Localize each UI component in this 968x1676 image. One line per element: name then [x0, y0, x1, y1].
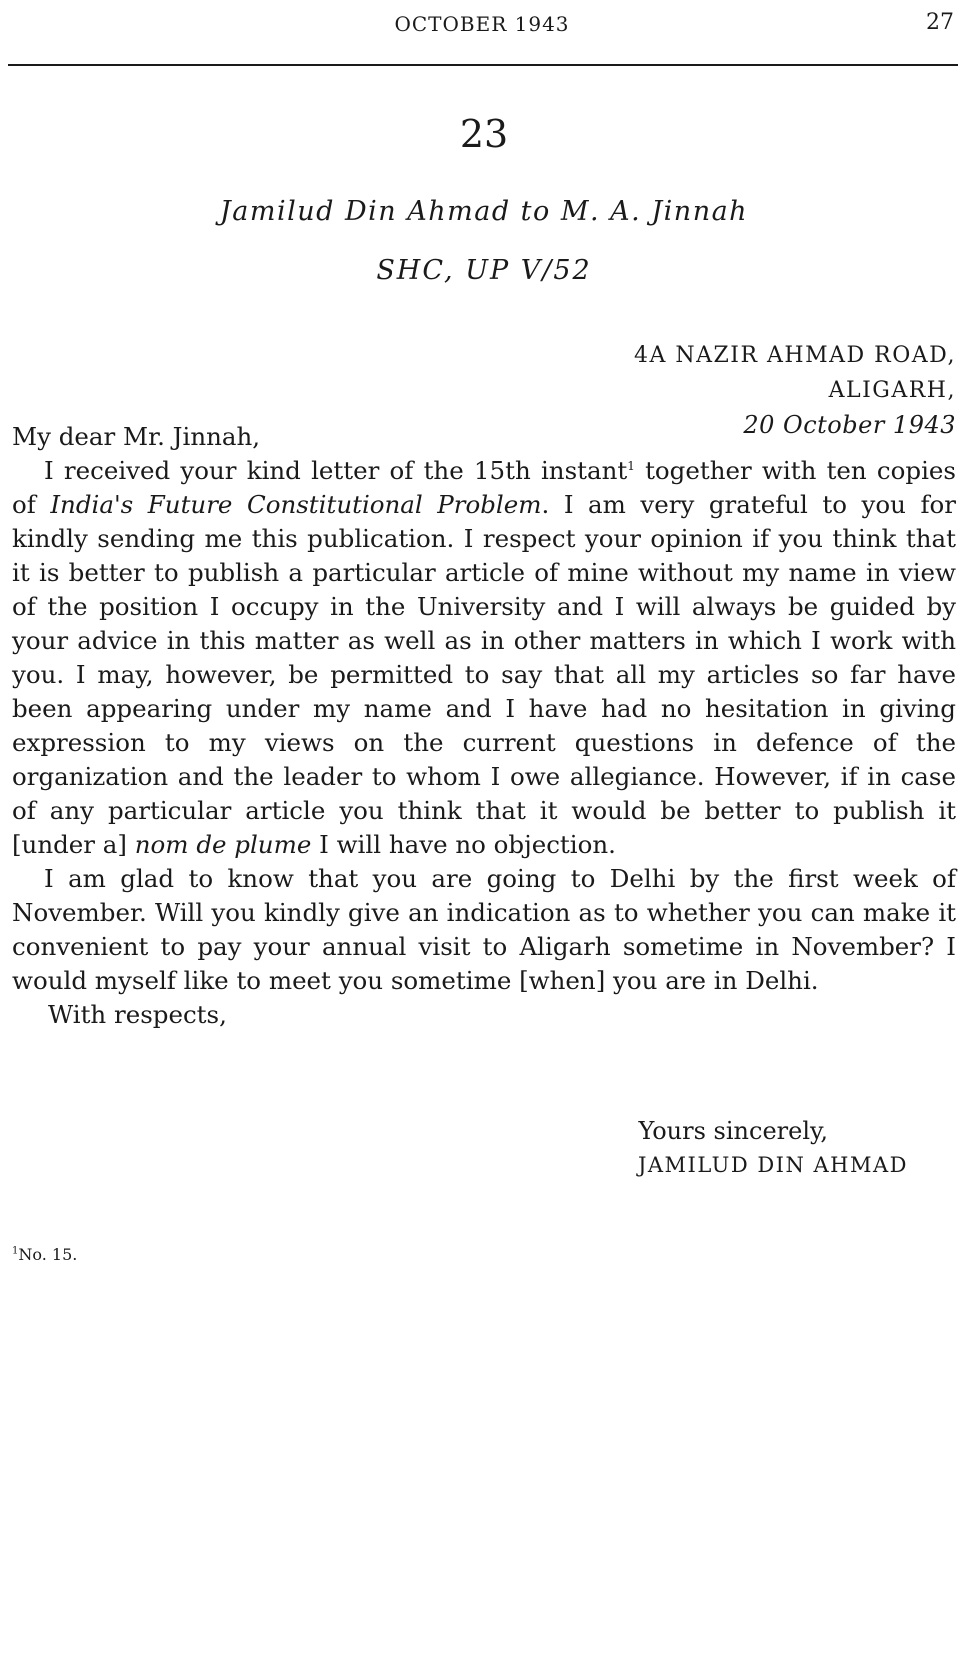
publication-title: India's Future Constitutional Problem [50, 490, 542, 519]
paragraph-1-text-c: . I am very grateful to you for kindly sending me this publication. I respect your opinion if you think that it is better to publish a particular article of mine without my name in view of the position I occupy in the University and I will always be guided by your advice in this matter as well as in other matters in which I work with you. I may, however, be permitted to say that all my articles so far have been appearing under my name and I have had no hesitation in giving expression to my views on the current questions in defence of the organization and the leader to whom I owe allegiance. However, if in case of any particular article you think that it would be better to publish it [under a] [12, 490, 956, 859]
footnote [12, 1245, 77, 1264]
paragraph-1-text-d: I will have no objection. [311, 830, 616, 859]
signature-block [637, 1114, 908, 1182]
footnote-mark: 1 [12, 1245, 19, 1257]
paragraph-1-text-b: together with ten copies of [12, 456, 956, 519]
document-number: 23 [459, 112, 509, 156]
document-source: SHC, UP V/52 [376, 255, 592, 286]
salutation: My dear Mr. Jinnah, [12, 422, 261, 451]
paragraph-1 [12, 454, 956, 862]
address-line-1: 4A NAZIR AHMAD ROAD, [633, 343, 956, 368]
foreign-phrase: nom de plume [134, 830, 312, 859]
signatory-name: JAMILUD DIN AHMAD [637, 1153, 908, 1177]
footnote-text: No. 15. [18, 1245, 78, 1264]
letter-body [12, 420, 956, 1032]
closing-line: With respects, [48, 1000, 227, 1029]
valediction: Yours sincerely, [638, 1117, 828, 1145]
letter-date: 20 October 1943 [743, 411, 956, 439]
address-line-2: ALIGARH, [828, 378, 956, 403]
running-head-title: OCTOBER 1943 [394, 12, 570, 36]
header-rule [8, 64, 958, 66]
paragraph-2: I am glad to know that you are going to Delhi by the first week of November. Will you kindly give an indication as to whether you can make it convenient to pay your annual visit to Aligarh sometime in November? I would myself like to meet you sometime [when] you are in Delhi. [12, 864, 956, 995]
paragraph-1-text-a: I received your kind letter of the 15th instant [44, 456, 628, 485]
page-number: 27 [926, 10, 954, 35]
document-heading: Jamilud Din Ahmad to M. A. Jinnah [219, 196, 749, 227]
running-head [10, 8, 954, 44]
footnote-reference: 1 [627, 458, 635, 473]
